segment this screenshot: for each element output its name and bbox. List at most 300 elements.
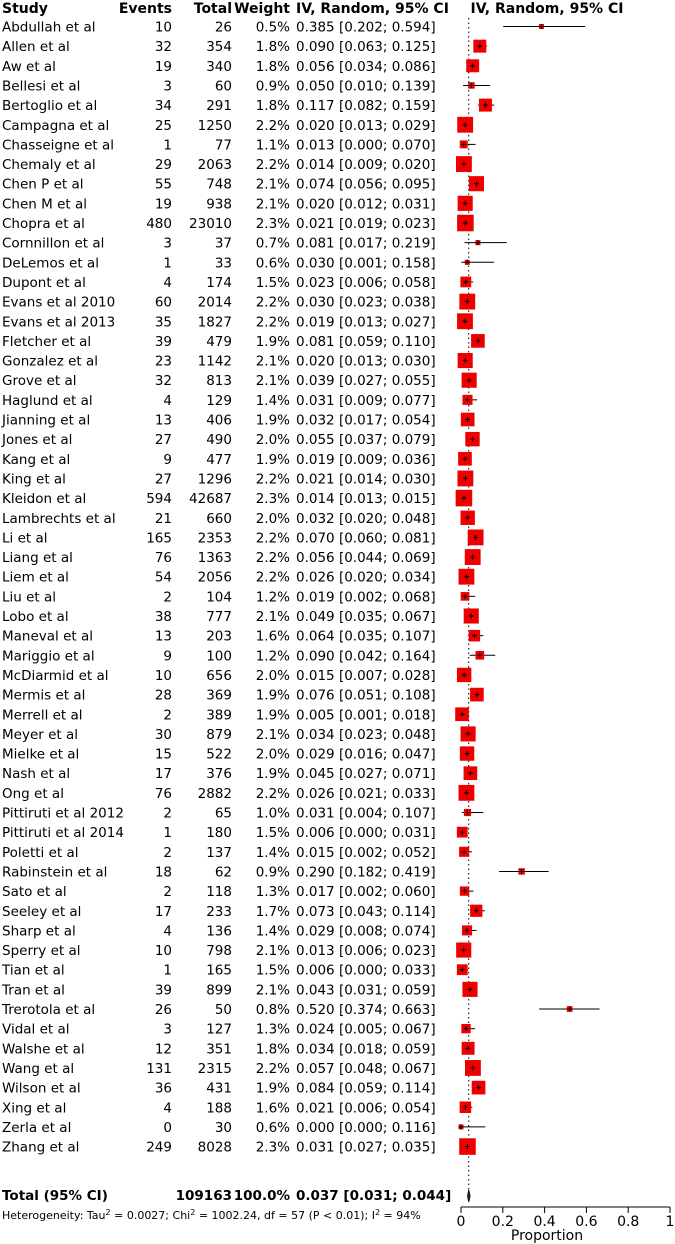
study-events: 27	[154, 471, 172, 488]
study-name: Maneval et al	[2, 628, 93, 645]
study-ci: 0.017 [0.002; 0.060]	[296, 884, 436, 901]
study-weight: 0.5%	[255, 19, 290, 36]
study-ci: 0.019 [0.013; 0.027]	[296, 314, 436, 331]
study-events: 2	[163, 805, 172, 822]
study-name: Chemaly et al	[2, 157, 96, 174]
study-weight: 2.2%	[255, 1060, 290, 1077]
study-ci: 0.020 [0.013; 0.029]	[296, 117, 436, 134]
study-ci: 0.074 [0.056; 0.095]	[296, 176, 436, 193]
study-rows	[1, 20, 436, 1156]
study-name: Sato et al	[2, 884, 67, 901]
study-events: 35	[154, 314, 172, 331]
study-row	[2, 1081, 436, 1097]
study-total: 165	[206, 962, 232, 979]
study-events: 3	[163, 1021, 172, 1038]
study-total: 1296	[197, 471, 232, 488]
header-weight: Weight	[234, 1, 290, 17]
study-weight: 2.2%	[255, 569, 290, 586]
study-row	[2, 845, 436, 861]
study-weight: 0.6%	[255, 1119, 290, 1136]
study-name: Campagna et al	[2, 117, 110, 134]
study-total: 50	[214, 1002, 232, 1018]
study-total: 656	[206, 667, 232, 684]
study-weight: 2.1%	[255, 176, 290, 193]
study-name: Chen P et al	[2, 176, 84, 193]
study-row	[2, 1120, 436, 1136]
study-name: Chen M et al	[2, 196, 87, 213]
study-name: Mariggio et al	[2, 648, 95, 665]
study-weight: 1.8%	[255, 58, 290, 75]
study-events: 39	[154, 982, 172, 999]
study-row	[2, 216, 436, 232]
study-ci: 0.020 [0.012; 0.031]	[296, 196, 436, 213]
study-ci: 0.090 [0.042; 0.164]	[296, 648, 436, 665]
study-events: 25	[154, 117, 172, 134]
study-name: Li et al	[2, 530, 48, 547]
study-events: 55	[154, 176, 172, 193]
study-total: 203	[206, 628, 232, 645]
study-row	[2, 648, 436, 664]
study-ci: 0.290 [0.182; 0.419]	[296, 864, 436, 881]
study-total: 660	[206, 510, 232, 527]
study-weight: 2.1%	[255, 726, 290, 743]
study-total: 42687	[189, 491, 232, 508]
study-weight: 1.8%	[255, 1041, 290, 1058]
study-row	[2, 59, 436, 75]
total-label: Total (95% CI)	[2, 1188, 108, 1204]
study-weight: 2.1%	[255, 196, 290, 213]
study-row	[2, 943, 436, 959]
study-weight: 2.2%	[255, 530, 290, 547]
study-row	[1, 432, 436, 448]
study-total: 2353	[197, 530, 232, 547]
study-weight: 2.2%	[255, 785, 290, 802]
study-ci: 0.057 [0.048; 0.067]	[296, 1060, 436, 1077]
study-ci: 0.000 [0.000; 0.116]	[296, 1119, 436, 1136]
study-ci: 0.043 [0.031; 0.059]	[296, 982, 436, 999]
study-total: 291	[206, 98, 232, 115]
study-weight: 1.8%	[255, 39, 290, 56]
study-row	[2, 471, 436, 487]
study-weight: 2.3%	[255, 216, 290, 232]
study-ci: 0.021 [0.019; 0.023]	[296, 216, 436, 232]
study-name: Xing et al	[2, 1100, 67, 1117]
study-events: 3	[163, 78, 172, 95]
study-weight: 2.2%	[255, 157, 290, 174]
study-name: Wilson et al	[2, 1080, 81, 1097]
study-ci: 0.034 [0.023; 0.048]	[296, 726, 436, 743]
study-events: 2	[163, 884, 172, 901]
study-row	[2, 629, 436, 645]
header-effect: IV, Random, 95% CI	[296, 1, 449, 17]
study-total: 104	[206, 589, 232, 606]
study-events: 15	[154, 746, 172, 763]
study-weight: 1.8%	[255, 98, 290, 115]
study-total: 938	[206, 196, 232, 213]
study-weight: 1.3%	[255, 1021, 290, 1038]
study-name: Sharp et al	[2, 923, 76, 940]
study-total: 26	[214, 19, 232, 36]
study-weight: 1.2%	[255, 648, 290, 665]
study-events: 9	[163, 648, 172, 665]
study-ci: 0.013 [0.006; 0.023]	[296, 943, 436, 960]
study-row	[2, 747, 436, 763]
study-total: 127	[206, 1021, 232, 1038]
study-events: 1	[163, 137, 172, 154]
study-weight: 2.0%	[255, 432, 290, 449]
header-study: Study	[2, 1, 48, 17]
study-total: 406	[206, 412, 232, 429]
study-total: 33	[214, 255, 232, 272]
study-name: Wang et al	[2, 1060, 75, 1077]
study-events: 165	[146, 530, 172, 547]
study-total: 118	[206, 884, 232, 901]
study-total: 37	[214, 235, 232, 252]
x-axis-label: Proportion	[510, 1228, 584, 1244]
study-ci: 0.031 [0.009; 0.077]	[296, 392, 436, 409]
study-total: 340	[206, 58, 232, 75]
study-name: Abdullah et al	[2, 19, 96, 36]
study-weight: 1.4%	[255, 923, 290, 940]
study-name: Evans et al 2013	[2, 314, 116, 331]
study-row	[2, 884, 436, 900]
study-row	[1, 413, 436, 429]
study-row	[2, 39, 436, 55]
study-ci: 0.013 [0.000; 0.070]	[296, 137, 436, 154]
study-name: Fletcher et al	[2, 333, 92, 350]
study-total: 62	[214, 864, 232, 881]
study-weight: 2.2%	[255, 550, 290, 567]
study-ci: 0.021 [0.014; 0.030]	[296, 471, 436, 488]
study-name: Pittiruti et al 2012	[2, 805, 124, 822]
study-total: 351	[206, 1041, 232, 1058]
study-row	[2, 491, 436, 507]
total-weight: 100.0%	[233, 1188, 290, 1204]
study-total: 137	[206, 844, 232, 861]
study-name: Liu et al	[2, 589, 57, 606]
study-ci: 0.049 [0.035; 0.067]	[296, 609, 436, 625]
study-name: Chasseigne et al	[2, 137, 115, 154]
study-row	[2, 177, 436, 193]
x-tick-label: 1	[665, 1214, 675, 1230]
study-total: 490	[206, 432, 232, 449]
header-total: Total	[193, 1, 232, 17]
study-row	[1, 982, 436, 998]
study-ci: 0.031 [0.004; 0.107]	[296, 805, 436, 822]
study-ci: 0.015 [0.002; 0.052]	[296, 844, 436, 861]
study-events: 30	[154, 726, 172, 743]
study-row	[2, 393, 436, 409]
study-name: Lobo et al	[2, 609, 69, 625]
study-events: 10	[154, 19, 172, 36]
study-row	[2, 314, 436, 330]
study-total: 522	[206, 746, 232, 763]
study-total: 8028	[197, 1139, 232, 1156]
study-row	[2, 255, 436, 271]
study-ci: 0.029 [0.008; 0.074]	[296, 923, 436, 940]
x-tick-label: 0.8	[617, 1214, 640, 1230]
header-plot: IV, Random, 95% CI	[470, 1, 624, 17]
total-row	[2, 1188, 451, 1204]
study-name: Dupont et al	[2, 274, 86, 291]
study-name: Kleidon et al	[2, 491, 87, 508]
study-name: Bertoglio et al	[2, 98, 98, 115]
study-row	[2, 98, 436, 114]
study-total: 1250	[197, 117, 232, 134]
study-events: 76	[154, 550, 172, 567]
study-name: Trerotola et al	[2, 1002, 96, 1018]
study-events: 1	[163, 962, 172, 979]
study-events: 2	[163, 589, 172, 606]
study-total: 233	[206, 903, 232, 920]
study-row	[2, 668, 436, 684]
study-weight: 2.1%	[255, 373, 290, 390]
study-weight: 0.8%	[255, 1002, 290, 1018]
study-row	[2, 452, 436, 468]
study-ci: 0.050 [0.010; 0.139]	[296, 78, 436, 95]
study-row	[2, 864, 436, 880]
study-weight: 2.2%	[255, 294, 290, 311]
study-name: Lambrechts et al	[2, 510, 116, 527]
study-name: Zerla et al	[2, 1119, 72, 1136]
study-row	[2, 236, 436, 252]
study-row	[2, 1100, 436, 1116]
study-row	[2, 688, 436, 704]
total-effect: 0.037 [0.031; 0.044]	[296, 1188, 452, 1204]
study-name: Pittiruti et al 2014	[2, 825, 124, 842]
study-row	[2, 609, 436, 625]
study-weight: 2.3%	[255, 491, 290, 508]
study-weight: 1.5%	[255, 825, 290, 842]
study-total: 2063	[197, 157, 232, 174]
study-events: 54	[154, 569, 172, 586]
study-weight: 1.6%	[255, 628, 290, 645]
study-ci: 0.019 [0.002; 0.068]	[296, 589, 436, 606]
study-row	[2, 275, 436, 291]
study-name: Liem et al	[2, 569, 69, 586]
study-row	[2, 354, 436, 370]
study-name: Merrell et al	[2, 707, 83, 724]
study-ci: 0.032 [0.017; 0.054]	[296, 412, 436, 429]
study-ci: 0.030 [0.023; 0.038]	[296, 294, 436, 311]
study-name: Seeley et al	[2, 903, 82, 920]
study-events: 17	[154, 903, 172, 920]
study-name: Haglund et al	[2, 392, 93, 409]
study-row	[2, 589, 436, 605]
study-ci: 0.015 [0.007; 0.028]	[296, 667, 436, 684]
study-name: Gonzalez et al	[2, 353, 98, 370]
study-total: 100	[206, 648, 232, 665]
study-name: Tran et al	[2, 982, 65, 999]
study-row	[2, 923, 436, 939]
study-name: Bellesi et al	[2, 78, 81, 95]
study-weight: 1.4%	[255, 392, 290, 409]
study-events: 26	[154, 1002, 172, 1018]
study-weight: 1.6%	[255, 1100, 290, 1117]
study-weight: 1.5%	[255, 962, 290, 979]
study-total: 777	[206, 609, 232, 625]
study-weight: 1.0%	[255, 805, 290, 822]
study-row	[2, 118, 436, 134]
study-name: Nash et al	[2, 766, 71, 783]
study-weight: 0.9%	[255, 864, 290, 881]
study-row	[2, 806, 436, 822]
study-events: 131	[146, 1060, 172, 1077]
study-weight: 1.9%	[255, 766, 290, 783]
study-weight: 1.2%	[255, 589, 290, 606]
study-name: Evans et al 2010	[2, 294, 116, 311]
study-total: 431	[206, 1080, 232, 1097]
study-total: 23010	[189, 216, 232, 232]
x-axis	[457, 1207, 675, 1230]
study-total: 477	[206, 451, 232, 468]
column-headers	[2, 1, 623, 17]
study-ci: 0.026 [0.021; 0.033]	[296, 785, 436, 802]
study-row	[1, 963, 436, 979]
study-name: Kang et al	[2, 451, 71, 468]
total-total: 109163	[175, 1188, 232, 1204]
study-events: 249	[146, 1139, 172, 1156]
study-ci: 0.056 [0.034; 0.086]	[296, 58, 436, 75]
study-ci: 0.055 [0.037; 0.079]	[296, 432, 436, 449]
study-weight: 1.9%	[255, 451, 290, 468]
study-total: 2315	[197, 1060, 232, 1077]
study-total: 1827	[197, 314, 232, 331]
study-events: 12	[154, 1041, 172, 1058]
study-events: 0	[163, 1119, 172, 1136]
study-row	[2, 530, 436, 546]
study-ci: 0.081 [0.059; 0.110]	[296, 333, 436, 350]
study-name: DeLemos et al	[2, 255, 99, 272]
study-events: 13	[154, 412, 172, 429]
study-events: 2	[163, 844, 172, 861]
study-weight: 2.0%	[255, 746, 290, 763]
study-total: 813	[206, 373, 232, 390]
study-total: 2882	[197, 785, 232, 802]
study-name: Ong et al	[2, 785, 64, 802]
study-row	[2, 157, 436, 173]
study-name: Jianning et al	[2, 412, 91, 429]
study-events: 76	[154, 785, 172, 802]
x-tick-label: 0.2	[491, 1214, 514, 1230]
study-row	[2, 570, 436, 586]
study-weight: 2.1%	[255, 609, 290, 625]
study-events: 23	[154, 353, 172, 370]
study-ci: 0.073 [0.043; 0.114]	[296, 903, 436, 920]
study-row	[2, 1022, 436, 1038]
study-row	[2, 511, 436, 527]
study-row	[2, 707, 436, 723]
study-weight: 2.2%	[255, 117, 290, 134]
study-ci: 0.006 [0.000; 0.033]	[296, 962, 436, 979]
study-events: 32	[154, 373, 172, 390]
study-name: King et al	[2, 471, 66, 488]
study-total: 188	[206, 1100, 232, 1117]
x-tick-label: 0.6	[575, 1214, 598, 1230]
study-weight: 1.9%	[255, 687, 290, 704]
study-row	[2, 334, 436, 350]
study-total: 1142	[197, 353, 232, 370]
study-events: 19	[154, 58, 172, 75]
study-events: 1	[163, 825, 172, 842]
study-total: 376	[206, 766, 232, 783]
study-row	[2, 766, 436, 782]
study-total: 77	[214, 137, 232, 154]
study-ci: 0.056 [0.044; 0.069]	[296, 550, 436, 567]
study-total: 174	[206, 274, 232, 291]
study-ci: 0.385 [0.202; 0.594]	[296, 19, 436, 36]
study-events: 4	[163, 392, 172, 409]
study-ci: 0.030 [0.001; 0.158]	[296, 255, 436, 272]
study-row	[2, 196, 436, 212]
study-ci: 0.019 [0.009; 0.036]	[296, 451, 436, 468]
study-ci: 0.014 [0.013; 0.015]	[296, 491, 436, 508]
study-total: 798	[206, 943, 232, 960]
study-weight: 0.6%	[255, 255, 290, 272]
study-weight: 1.7%	[255, 903, 290, 920]
study-total: 65	[214, 805, 232, 822]
study-name: Rabinstein et al	[2, 864, 108, 881]
study-ci: 0.023 [0.006; 0.058]	[296, 274, 436, 291]
study-events: 18	[154, 864, 172, 881]
study-ci: 0.031 [0.027; 0.035]	[296, 1139, 436, 1156]
study-ci: 0.021 [0.006; 0.054]	[296, 1100, 436, 1117]
study-weight: 2.3%	[255, 1139, 290, 1156]
study-events: 19	[154, 196, 172, 213]
study-events: 39	[154, 333, 172, 350]
study-events: 4	[163, 1100, 172, 1117]
study-total: 180	[206, 825, 232, 842]
study-ci: 0.081 [0.017; 0.219]	[296, 235, 436, 252]
study-ci: 0.006 [0.000; 0.031]	[296, 825, 436, 842]
study-weight: 2.2%	[255, 314, 290, 331]
study-events: 10	[154, 943, 172, 960]
study-name: Allen et al	[2, 39, 70, 56]
study-name: Tian et al	[2, 962, 65, 979]
study-weight: 1.4%	[255, 844, 290, 861]
study-events: 480	[146, 216, 172, 232]
study-total: 748	[206, 176, 232, 193]
study-events: 2	[163, 707, 172, 724]
study-total: 1363	[197, 550, 232, 567]
study-row	[2, 137, 436, 153]
study-row	[2, 1041, 436, 1057]
study-weight: 2.1%	[255, 982, 290, 999]
study-total: 136	[206, 923, 232, 940]
study-events: 10	[154, 667, 172, 684]
study-row	[2, 1140, 436, 1156]
study-name: Sperry et al	[2, 943, 81, 960]
study-row	[2, 904, 436, 920]
study-events: 36	[154, 1080, 172, 1097]
study-name: Walshe et al	[2, 1041, 85, 1058]
study-events: 4	[163, 923, 172, 940]
study-row	[2, 727, 436, 743]
study-name: Mermis et al	[2, 687, 86, 704]
study-weight: 1.5%	[255, 274, 290, 291]
study-events: 594	[146, 491, 172, 508]
study-row	[2, 295, 436, 311]
study-name: Cornnillon et al	[2, 235, 105, 252]
study-name: Grove et al	[2, 373, 77, 390]
study-name: McDiarmid et al	[2, 667, 109, 684]
x-tick-label: 0.4	[533, 1214, 556, 1230]
study-ci: 0.005 [0.001; 0.018]	[296, 707, 436, 724]
study-weight: 2.1%	[255, 943, 290, 960]
study-ci: 0.070 [0.060; 0.081]	[296, 530, 436, 547]
study-weight: 2.0%	[255, 667, 290, 684]
study-ci: 0.090 [0.063; 0.125]	[296, 39, 436, 56]
